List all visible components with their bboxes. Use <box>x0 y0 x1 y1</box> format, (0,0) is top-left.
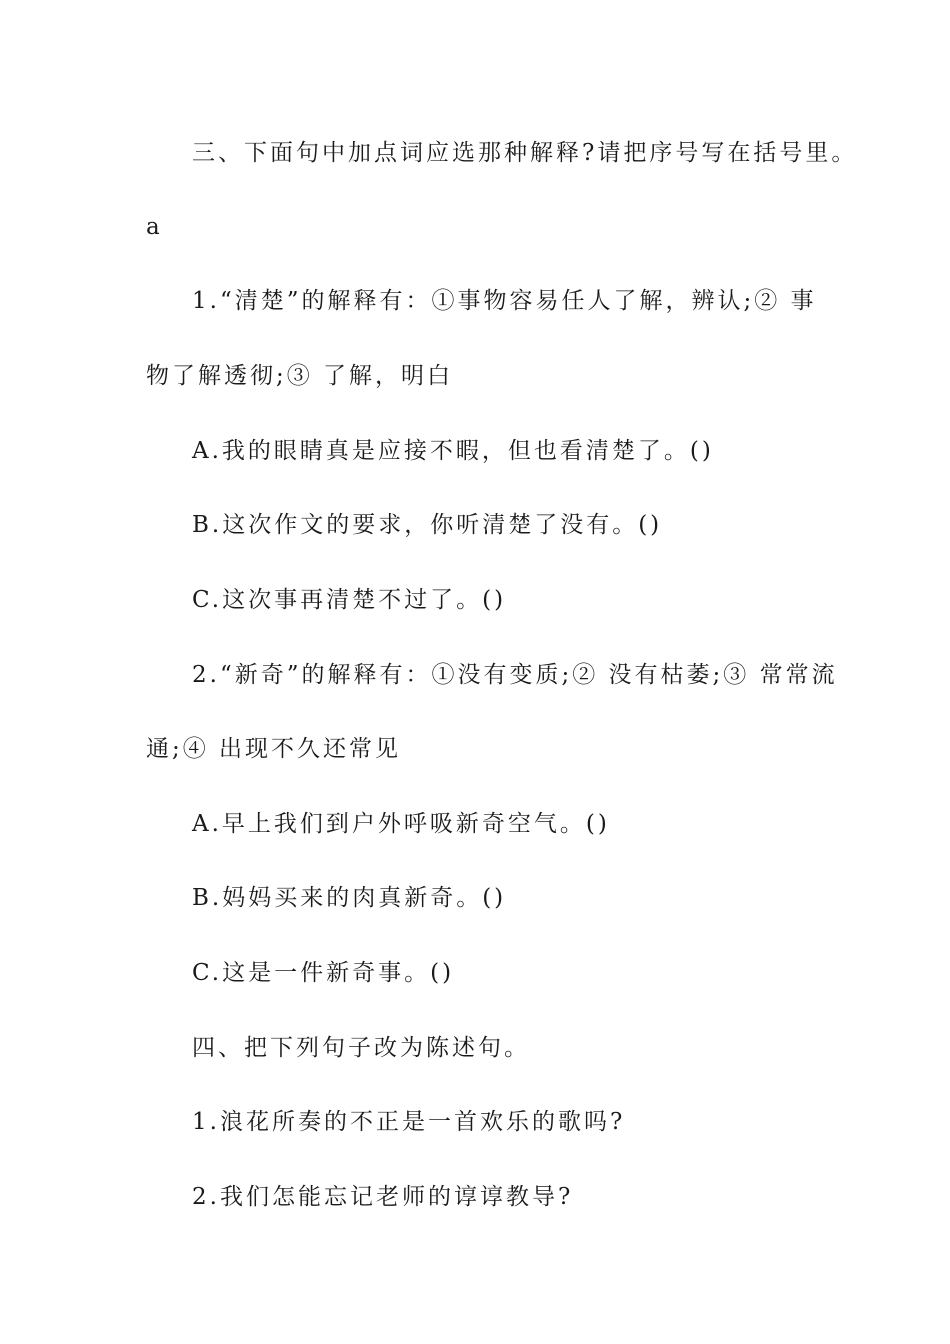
question-2-option-a: A.早上我们到户外呼吸新奇空气。() <box>192 811 610 837</box>
question-2-option-b: B.妈妈买来的肉真新奇。() <box>192 885 507 911</box>
question-1-definition-cont: 物了解透彻;③ 了解，明白 <box>146 363 454 389</box>
question-1-option-b: B.这次作文的要求，你听清楚了没有。() <box>192 512 663 538</box>
question-2-definition: 2.“新奇”的解释有：①没有变质;② 没有枯萎;③ 常常流 <box>192 662 838 688</box>
question-2-definition-cont: 通;④ 出现不久还常见 <box>146 736 402 762</box>
rewrite-sentence-1: 1.浪花所奏的不正是一首欢乐的歌吗? <box>192 1109 626 1135</box>
question-1-option-a: A.我的眼睛真是应接不暇，但也看清楚了。() <box>192 438 714 464</box>
section-heading-3: 三、下面句中加点词应选那种解释?请把序号写在括号里。 <box>192 140 858 166</box>
section-heading-4: 四、把下列句子改为陈述句。 <box>192 1035 530 1061</box>
question-1-definition: 1.“清楚”的解释有：①事物容易任人了解，辨认;② 事 <box>192 288 817 314</box>
stray-letter: a <box>146 214 163 240</box>
rewrite-sentence-2: 2.我们怎能忘记老师的谆谆教导? <box>192 1184 574 1210</box>
question-1-option-c: C.这次事再清楚不过了。() <box>192 587 507 613</box>
question-2-option-c: C.这是一件新奇事。() <box>192 960 455 986</box>
